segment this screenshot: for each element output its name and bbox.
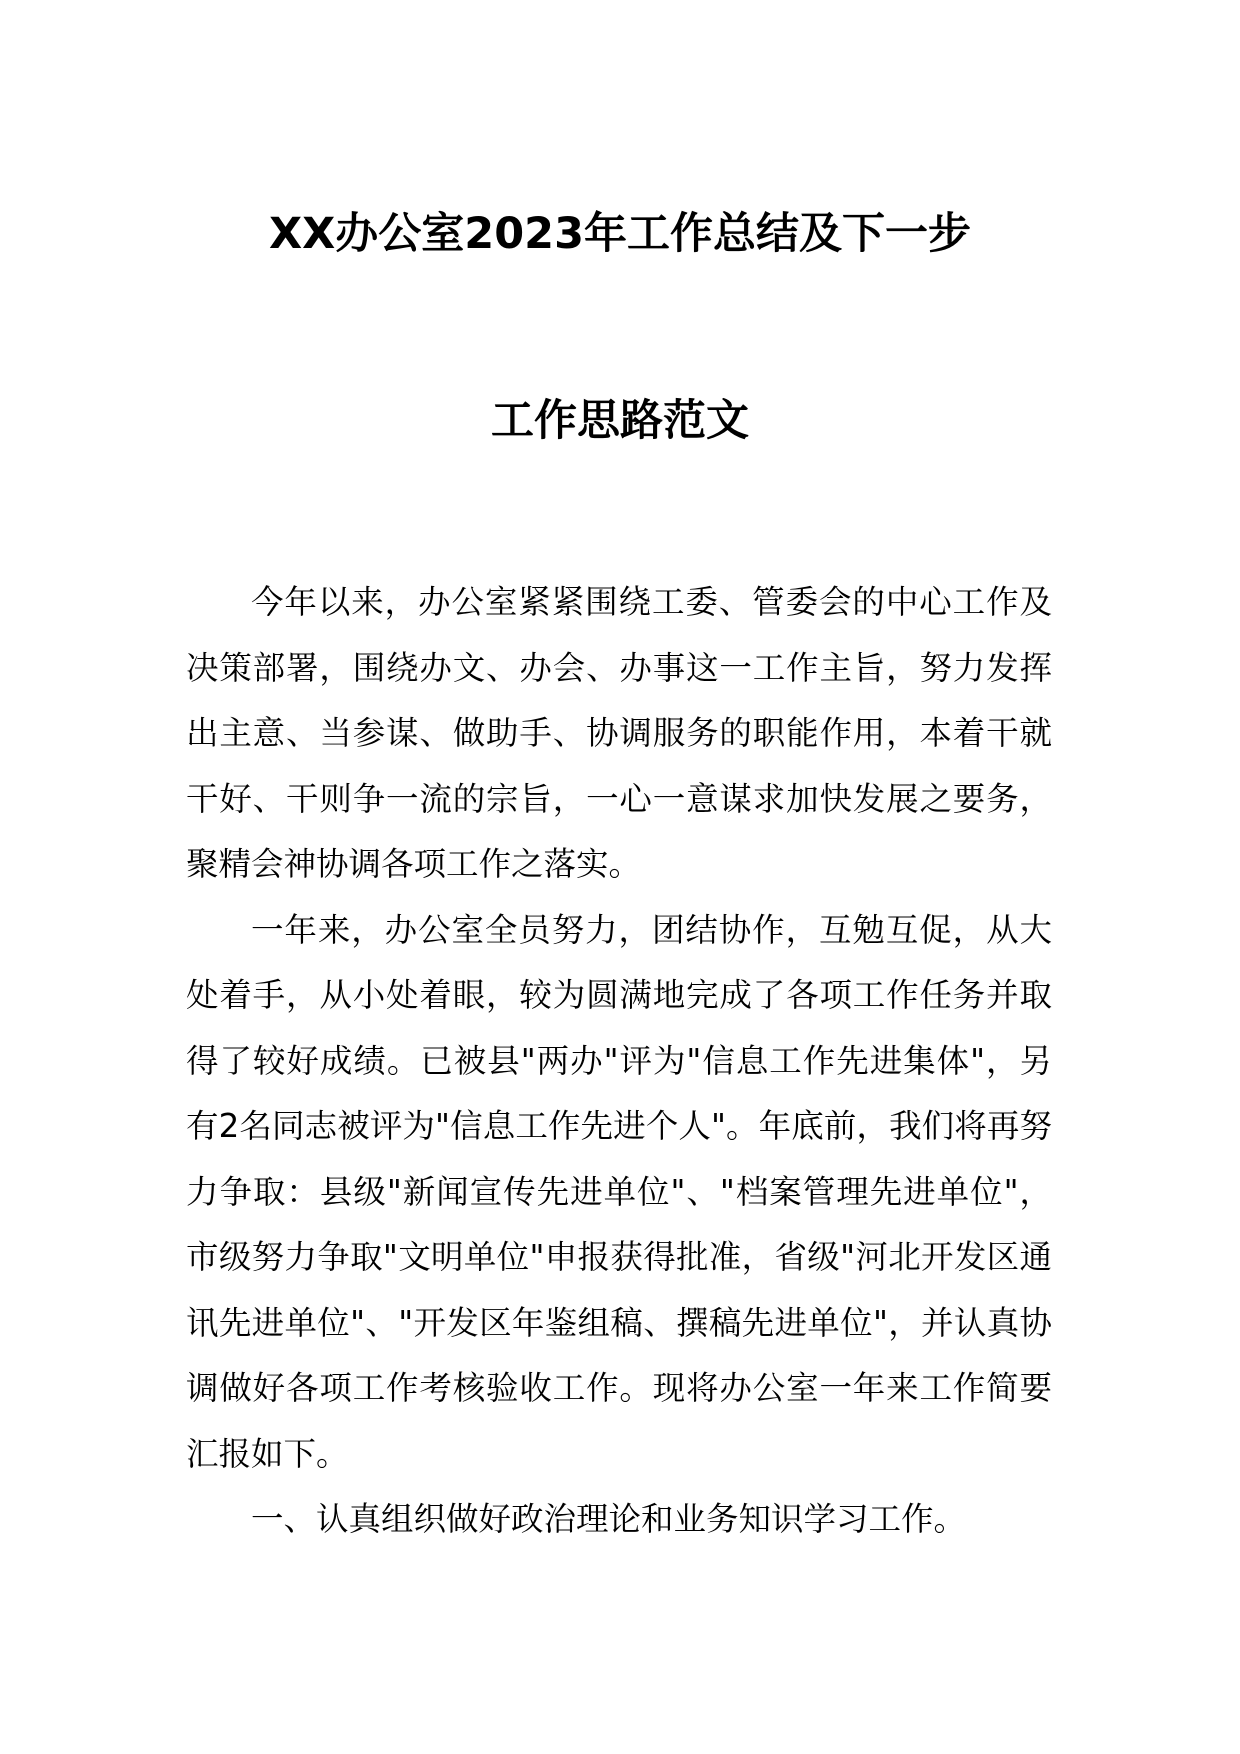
document-title-line-1: XX办公室2023年工作总结及下一步 <box>269 209 971 259</box>
document-body <box>186 570 1052 1553</box>
section-heading-1: 一、认真组织做好政治理论和业务知识学习工作。 <box>251 1500 967 1538</box>
paragraph-intro: 今年以来，办公室紧紧围绕工委、管委会的中心工作及决策部署，围绕办文、办会、办事这一工作主旨，努力发挥出主意、当参谋、做助手、协调服务的职能作用，本着干就干好、干则争一流的宗旨，一心一意谋求加快发展之要务，聚精会神协调各项工作之落实。 <box>186 583 1052 883</box>
document-title-line-2: 工作思路范文 <box>491 396 749 446</box>
paragraph-achievements: 一年来，办公室全员努力，团结协作，互勉互促，从大处着手，从小处着眼，较为圆满地完成了各项工作任务并取得了较好成绩。已被县"两办"评为"信息工作先进集体"，另有2名同志被评为"信息工作先进个人"。年底前，我们将再努力争取：县级"新闻宣传先进单位"、"档案管理先进单位"，市级努力争取"文明单位"申报获得批准，省级"河北开发区通讯先进单位"、"开发区年鉴组稿、撰稿先进单位"，并认真协调做好各项工作考核验收工作。现将办公室一年来工作简要汇报如下。 <box>186 910 1052 1473</box>
